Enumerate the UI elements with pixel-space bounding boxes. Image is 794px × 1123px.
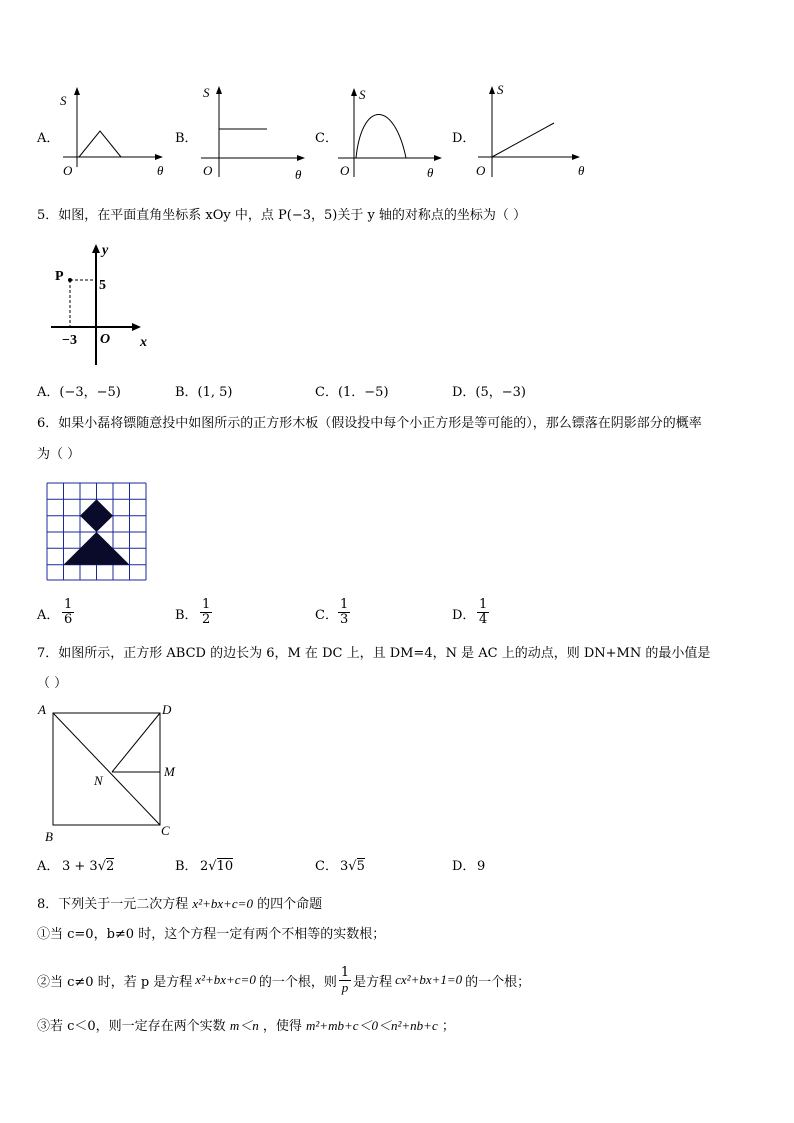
q8-p2-fraction <box>339 966 351 995</box>
q4-graph-a <box>55 85 175 180</box>
q6-option-a-fraction <box>62 598 74 627</box>
q8-proposition-2 <box>37 960 530 1000</box>
q8-p3-inequality-1: m＜n <box>229 1018 259 1033</box>
q8-stem-equation: x²+bx+c=0 <box>192 896 253 911</box>
q6-a-numerator: 1 <box>64 597 73 612</box>
q6-stem-line2: 为（ ） <box>37 447 81 462</box>
q5-ytick-label: 5 <box>99 278 106 293</box>
sqrt-sign-icon: √ <box>208 859 217 874</box>
q5-option-a: A．(−3，−5) <box>37 385 121 400</box>
q6-grid-figure <box>46 482 148 582</box>
q7-label-m: M <box>164 764 175 779</box>
q6-c-numerator: 1 <box>340 597 349 612</box>
q7-option-c-expr <box>340 859 365 875</box>
q4-c-origin-label: O <box>340 163 350 178</box>
q8-p3-mid: ，使得 <box>262 1019 302 1034</box>
q8-proposition-1: ①当 c=0，b≠0 时，这个方程一定有两个不相等的实数根； <box>37 927 386 942</box>
q4-option-d-letter: D． <box>452 131 476 146</box>
q6-b-numerator: 1 <box>202 597 211 612</box>
q8-p2-post: 的一个根； <box>465 974 531 990</box>
q8-p2-equation-2: cx²+bx+1=0 <box>395 972 463 987</box>
q4-option-c-letter: C． <box>315 131 338 146</box>
q7-option-d-letter: D． <box>452 859 476 874</box>
q6-c-denominator: 3 <box>340 612 349 627</box>
q7-option-d-value: 9 <box>477 859 486 874</box>
q6-option-c-letter: C． <box>315 608 338 623</box>
q8-p2-equation-1: x²+bx+c=0 <box>195 972 256 987</box>
q7-label-b: B <box>45 829 53 844</box>
q6-d-denominator: 4 <box>479 612 488 627</box>
q4-b-xaxis-label: θ <box>295 167 302 182</box>
q7-label-n: N <box>94 773 103 788</box>
q6-option-d-letter: D． <box>452 608 476 623</box>
q6-option-a-letter: A． <box>37 608 60 623</box>
q5-origin-label: O <box>100 332 111 347</box>
q8-p2-numerator: 1 <box>340 964 350 980</box>
q6-option-d-fraction <box>477 598 489 627</box>
q8-p3-post: ； <box>441 1019 455 1034</box>
q5-xaxis-label: x <box>140 335 147 350</box>
q5-point-label: P <box>55 269 64 284</box>
q6-a-denominator: 6 <box>64 612 73 627</box>
q5-option-c: C．(1．−5) <box>315 385 389 400</box>
q5-figure <box>45 240 160 370</box>
q7-b-radicand: 10 <box>216 859 234 874</box>
q6-option-c-fraction <box>338 598 350 627</box>
q7-square-figure <box>35 700 195 845</box>
q5-option-b: B．(1, 5) <box>175 385 233 400</box>
q4-a-xaxis-label: θ <box>157 163 164 178</box>
sqrt-sign-icon: √ <box>348 859 357 874</box>
q7-a-coefficient: 3 + 3 <box>62 859 98 874</box>
q8-p2-denominator: p <box>341 979 349 995</box>
q7-label-d: D <box>162 702 172 717</box>
q8-stem <box>37 896 322 913</box>
q4-option-b-letter: B． <box>175 131 198 146</box>
q6-stem-line1: 6．如果小磊将镖随意投中如图所示的正方形木板（假设投中每个小正方形是等可能的），那么镖落在阴影部分的概率 <box>37 416 702 431</box>
q8-stem-post: 的四个命题 <box>257 897 323 912</box>
q4-d-origin-label: O <box>476 163 486 178</box>
q4-graph-c <box>332 82 452 187</box>
q8-p2-pre: ②当 c≠0 时，若 p 是方程 <box>37 974 193 990</box>
q6-d-numerator: 1 <box>479 597 488 612</box>
q5-stem: 5．如图，在平面直角坐标系 xOy 中，点 P(−3，5)关于 y 轴的对称点的坐标为（ ） <box>37 208 527 223</box>
q6-option-b-fraction <box>200 598 212 627</box>
q4-d-yaxis-label: S <box>497 82 504 97</box>
q7-c-radicand: 5 <box>356 859 365 874</box>
q7-option-b-expr <box>200 859 233 875</box>
q6-option-b-letter: B． <box>175 608 198 623</box>
q8-p2-mid2: 是方程 <box>353 974 393 990</box>
q6-b-denominator: 2 <box>202 612 211 627</box>
q8-p3-pre: ③若 c＜0，则一定存在两个实数 <box>37 1019 226 1034</box>
q7-option-b-letter: B． <box>175 859 198 874</box>
q5-option-d: D．(5，−3) <box>452 385 527 400</box>
q4-b-yaxis-label: S <box>203 85 210 100</box>
q7-stem-line1: 7．如图所示，正方形 ABCD 的边长为 6，M 在 DC 上，且 DM=4，N 是 AC 上的动点，则 DN+MN 的最小值是 <box>37 646 711 661</box>
sqrt-sign-icon: √ <box>97 859 106 874</box>
q8-proposition-3 <box>37 1018 455 1035</box>
q4-a-yaxis-label: S <box>60 93 67 108</box>
q5-xtick-label: −3 <box>62 333 77 348</box>
q4-graph-d <box>470 80 595 185</box>
q7-b-coefficient: 2 <box>200 859 209 874</box>
q7-label-c: C <box>161 823 170 838</box>
q5-yaxis-label: y <box>102 243 109 258</box>
q7-stem-line2: （ ） <box>37 676 68 691</box>
q7-option-a-letter: A． <box>37 859 60 874</box>
q6-shaded-diamond <box>80 499 113 532</box>
q8-stem-pre: 8．下列关于一元二次方程 <box>37 897 189 912</box>
q4-b-origin-label: O <box>203 163 213 178</box>
q4-c-xaxis-label: θ <box>427 165 434 180</box>
q8-p3-inequality-2: m²+mb+c＜0＜n²+nb+c <box>306 1018 438 1033</box>
q7-a-radicand: 2 <box>106 859 115 874</box>
q4-a-origin-label: O <box>63 163 73 178</box>
q7-c-coefficient: 3 <box>340 859 349 874</box>
q7-option-a-expr <box>62 859 114 875</box>
q8-p2-mid1: 的一个根，则 <box>258 974 337 990</box>
q4-option-a-letter: A． <box>37 131 60 146</box>
q4-graph-b <box>195 82 315 187</box>
q4-c-yaxis-label: S <box>359 87 366 102</box>
q7-option-c-letter: C． <box>315 859 338 874</box>
q4-d-xaxis-label: θ <box>578 163 585 178</box>
q7-label-a: A <box>38 702 46 717</box>
